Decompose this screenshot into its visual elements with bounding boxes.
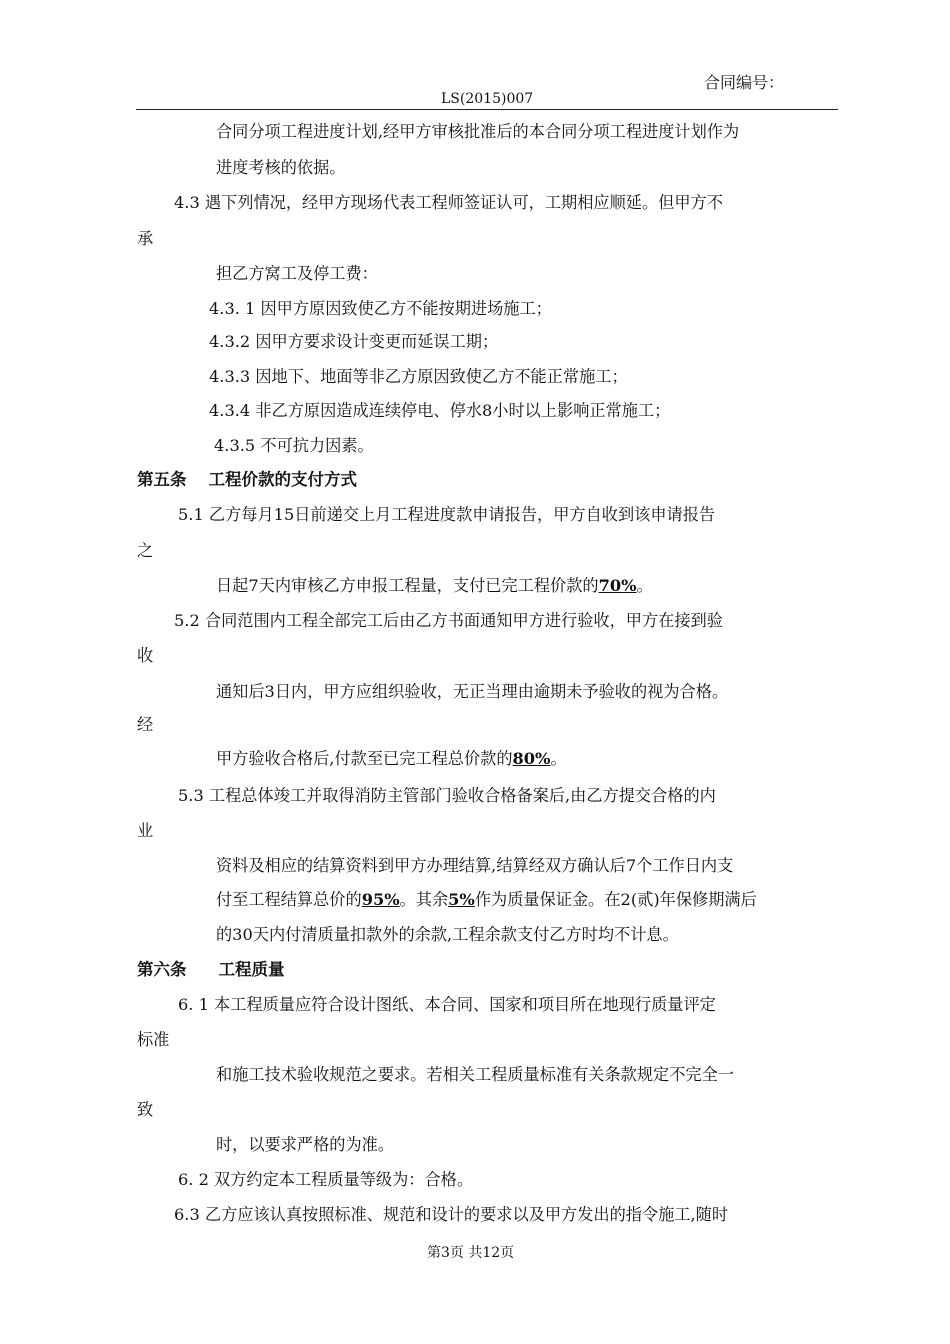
text-line: 承 [137, 229, 154, 248]
text-line: 担乙方窝工及停工费： [216, 264, 378, 283]
clause-4-3-1: 4.3. 1 因甲方原因致使乙方不能按期进场施工； [209, 299, 552, 318]
clause-6-3: 6.3 乙方应该认真按照标准、规范和设计的要求以及甲方发出的指令施工,随时 [174, 1205, 729, 1224]
document-code: LS(2015)007 [441, 91, 534, 107]
section-6-number: 第六条 [137, 960, 187, 979]
text-line: 之 [137, 541, 154, 560]
text-line: 致 [137, 1100, 154, 1119]
clause-4-3-3: 4.3.3 因地下、地面等非乙方原因致使乙方不能正常施工； [209, 367, 628, 386]
header-divider [136, 109, 838, 110]
text-line: 业 [137, 821, 154, 840]
text-span: 。 [550, 749, 567, 768]
text-line: 经 [137, 715, 154, 734]
text-line [216, 890, 757, 910]
clause-6-1: 6. 1 本工程质量应符合设计图纸、本合同、国家和项目所在地现行质量评定 [178, 995, 716, 1014]
text-line [216, 576, 653, 596]
clause-6-2: 6. 2 双方约定本工程质量等级为：合格。 [178, 1170, 474, 1189]
text-line: 进度考核的依据。 [216, 158, 346, 177]
text-span: 甲方验收合格后,付款至已完工程总价款的 [216, 749, 513, 768]
section-5-heading [137, 470, 357, 490]
section-6-heading [137, 960, 285, 980]
clause-4-3-4: 4.3.4 非乙方原因造成连续停电、停水8小时以上影响正常施工； [209, 401, 671, 420]
contract-number-label: 合同编号： [704, 73, 785, 92]
text-line [216, 749, 567, 769]
text-span: 付至工程结算总价的 [216, 890, 362, 909]
payment-percent-95: 95% [361, 890, 400, 909]
clause-5-2: 5.2 合同范围内工程全部完工后由乙方书面通知甲方进行验收，甲方在接到验 [174, 611, 723, 630]
section-5-title: 工程价款的支付方式 [208, 470, 357, 489]
page-number-footer: 第3页 共12页 [427, 1245, 515, 1261]
clause-5-3: 5.3 工程总体竣工并取得消防主管部门验收合格备案后,由乙方提交合格的内 [178, 786, 716, 805]
clause-4-3-2: 4.3.2 因甲方要求设计变更而延误工期； [209, 332, 499, 351]
text-span: 。其余 [399, 890, 449, 909]
text-span: 日起7天内审核乙方申报工程量，支付已完工程价款的 [216, 576, 599, 595]
clause-4-3-5: 4.3.5 不可抗力因素。 [214, 436, 374, 455]
text-line: 和施工技术验收规范之要求。若相关工程质量标准有关条款规定不完全一 [216, 1065, 734, 1084]
text-line: 标准 [137, 1030, 170, 1049]
retention-percent-5: 5% [448, 890, 475, 909]
payment-percent-70: 70% [598, 576, 637, 595]
section-5-number: 第五条 [137, 470, 187, 489]
text-line: 合同分项工程进度计划,经甲方审核批准后的本合同分项工程进度计划作为 [216, 122, 740, 141]
section-6-title: 工程质量 [218, 960, 285, 979]
text-line: 收 [137, 646, 154, 665]
text-span: 。 [636, 576, 653, 595]
payment-percent-80: 80% [512, 749, 551, 768]
text-line: 的30天内付清质量扣款外的余款,工程余款支付乙方时均不计息。 [216, 925, 679, 944]
text-line: 资料及相应的结算资料到甲方办理结算,结算经双方确认后7个工作日内支 [216, 856, 734, 875]
clause-5-1: 5.1 乙方每月15日前递交上月工程进度款申请报告，甲方自收到该申请报告 [178, 505, 716, 524]
text-line: 通知后3日内，甲方应组织验收，无正当理由逾期未予验收的视为合格。 [216, 682, 729, 701]
text-span: 作为质量保证金。在2(贰)年保修期满后 [474, 890, 757, 909]
text-line: 时，以要求严格的为准。 [216, 1135, 395, 1154]
clause-4-3: 4.3 遇下列情况，经甲方现场代表工程师签证认可，工期相应顺延。但甲方不 [174, 193, 723, 212]
